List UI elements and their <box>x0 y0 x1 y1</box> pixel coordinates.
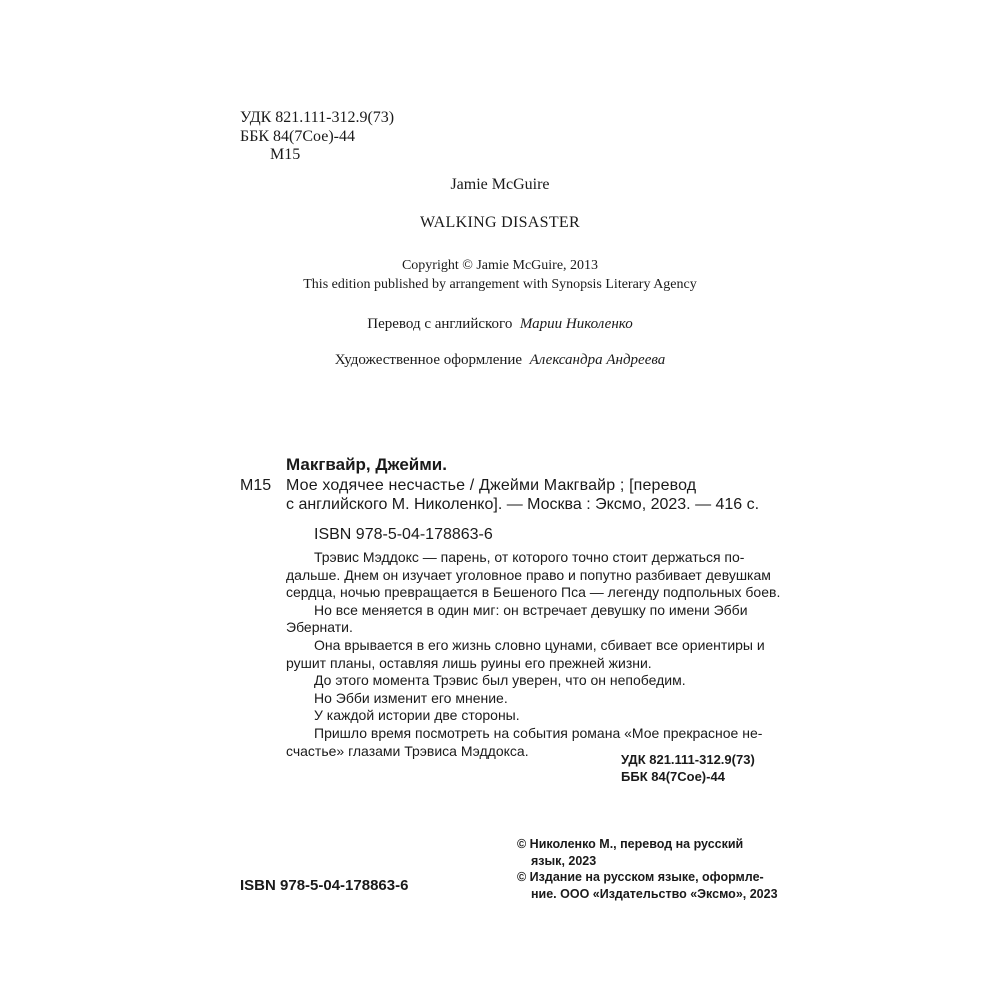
record-title-line: Мое ходячее несчастье / Джейми Макгвайр ; [перевод <box>286 477 697 494</box>
annotation-line: Она врывается в его жизнь словно цунами, сбивает все ориентиры и <box>314 636 765 653</box>
original-copyright: Copyright © Jamie McGuire, 2013 <box>401 258 599 273</box>
copyright-line: © Николенко М., перевод на русский <box>517 837 744 851</box>
copyright-line: ние. ООО «Издательство «Эксмо», 2023 <box>531 886 778 901</box>
annotation-line: Но Эбби изменит его мнение. <box>314 689 508 706</box>
bbk-code: ББК 84(7Сое)-44 <box>240 128 355 145</box>
annotation-line: дальше. Днем он изучает уголовное право и попутно разбивает девушкам <box>286 566 771 583</box>
annotation-line: До этого момента Трэвис был уверен, что он непобедим. <box>314 672 686 689</box>
edition-note: This edition published by arrangement with Synopsis Literary Agency <box>303 277 697 292</box>
translation-label: Перевод с английского <box>367 316 513 332</box>
annotation-line: Трэвис Мэддокс — парень, от которого точно стоит держаться по- <box>314 549 745 565</box>
isbn-footer: ISBN 978-5-04-178863-6 <box>240 877 409 894</box>
translator-credit <box>0 316 1000 333</box>
design-label: Художественное оформление <box>334 352 523 368</box>
designer-credit <box>0 352 1000 369</box>
record-title-line: с английского М. Николенко]. — Москва : Эксмо, 2023. — 416 с. <box>286 496 760 513</box>
record-author-heading: Макгвайр, Джейми. <box>286 455 447 474</box>
annotation-line: Но все меняется в один миг: он встречает девушку по имени Эбби <box>314 601 748 618</box>
translator-name: Марии Николенко <box>519 316 633 332</box>
annotation-line: сердца, ночью превращается в Бешеного Пса — легенду подпольных боев. <box>286 584 781 601</box>
annotation-line: Пришло время посмотреть на события романа «Мое прекрасное не- <box>314 724 763 741</box>
annotation-line: У каждой истории две стороны. <box>314 707 520 724</box>
original-title: WALKING DISASTER <box>420 214 580 231</box>
copyright-line: © Издание на русском языке, оформле- <box>517 870 764 884</box>
cutter-code: М15 <box>270 146 301 163</box>
bbk-code-bottom: ББК 84(7Сое)-44 <box>621 769 725 784</box>
annotation-line: Эбернати. <box>286 619 353 636</box>
copyright-line: язык, 2023 <box>531 853 597 868</box>
udk-code-bottom: УДК 821.111-312.9(73) <box>621 752 755 767</box>
udk-code: УДК 821.111-312.9(73) <box>240 109 395 126</box>
original-author: Jamie McGuire <box>450 176 550 193</box>
record-cutter: М15 <box>240 477 272 494</box>
annotation-line: рушит планы, оставляя лишь руины его прежней жизни. <box>286 654 652 671</box>
annotation <box>286 549 781 760</box>
copyright-block <box>517 836 778 902</box>
record-isbn: ISBN 978-5-04-178863-6 <box>314 526 493 543</box>
designer-name: Александра Андреева <box>529 352 666 368</box>
annotation-line: счастье» глазами Трэвиса Мэддокса. <box>286 742 529 759</box>
